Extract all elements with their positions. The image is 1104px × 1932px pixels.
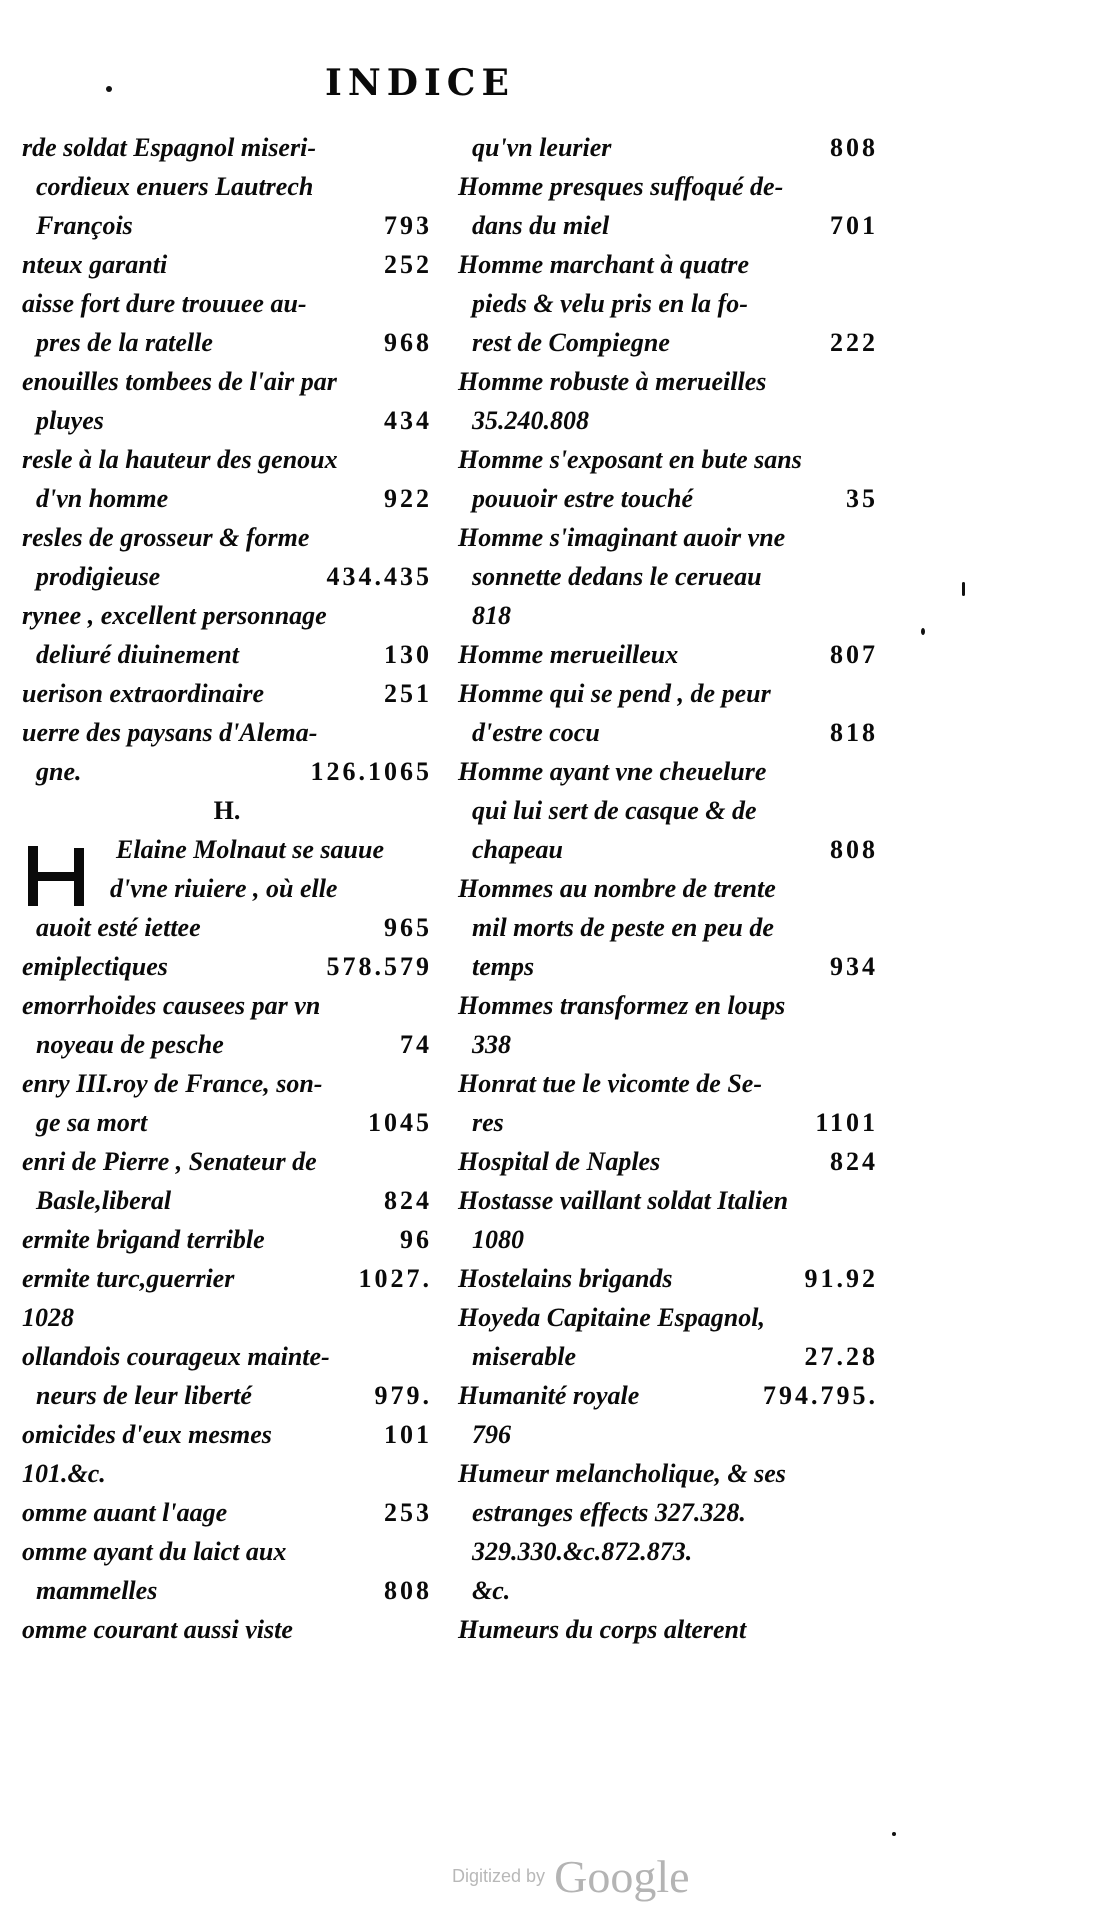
- index-entry-line: [22, 401, 432, 440]
- index-entry-text: Homme robuste à merueilles: [458, 367, 767, 396]
- index-entry-line: [22, 479, 432, 518]
- index-entry-line: [458, 908, 878, 947]
- index-entry-text: chapeau: [472, 835, 563, 864]
- index-entry-text: Humeurs du corps alterent: [458, 1615, 747, 1644]
- index-entry-line: [458, 479, 878, 518]
- index-entry-line: [458, 1376, 878, 1415]
- index-entry-line: [22, 284, 432, 323]
- index-entry-text: omme courant aussi viste: [22, 1615, 293, 1644]
- index-column-left: [22, 128, 432, 1649]
- index-entry-text: 1028: [22, 1303, 74, 1332]
- index-entry-text: omme ayant du laict aux: [22, 1537, 287, 1566]
- index-entry-text: Hostelains brigands: [458, 1264, 673, 1293]
- digitized-by-google-watermark: [452, 1850, 690, 1903]
- index-entry-page-number: 126.1065: [310, 757, 432, 786]
- index-entry-line: [22, 362, 432, 401]
- index-entry-line: [458, 674, 878, 713]
- index-entry-text: pieds & velu pris en la fo-: [472, 289, 748, 318]
- index-entry-line: [458, 1454, 878, 1493]
- index-entry-page-number: 91.92: [804, 1264, 878, 1293]
- index-entry-line: [22, 245, 432, 284]
- index-entry-line: [458, 323, 878, 362]
- index-entry-text: pres de la ratelle: [36, 328, 213, 357]
- index-entry-page-number: 965: [384, 913, 432, 942]
- index-entry-page-number: 808: [830, 133, 878, 162]
- index-entry-text: emiplectiques: [22, 952, 168, 981]
- index-entry-text: rde soldat Espagnol miseri-: [22, 133, 316, 162]
- index-entry-text: Honrat tue le vicomte de Se-: [458, 1069, 763, 1098]
- index-entry-text: gne.: [36, 757, 82, 786]
- index-entry-text: 35.240.808: [472, 406, 589, 435]
- index-entry-page-number: 808: [830, 835, 878, 864]
- index-entry-line: [458, 1415, 878, 1454]
- index-entry-text: enri de Pierre , Senateur de: [22, 1147, 317, 1176]
- index-entry-line: [458, 713, 878, 752]
- index-entry-text: Homme ayant vne cheuelure: [458, 757, 767, 786]
- index-entry-text: d'vn homme: [36, 484, 169, 513]
- index-entry-line: [22, 518, 432, 557]
- index-entry-line: [22, 986, 432, 1025]
- index-entry-line: [22, 206, 432, 245]
- index-entry-page-number: 1027.: [358, 1264, 432, 1293]
- index-entry-text: enry III.roy de France, son-: [22, 1069, 323, 1098]
- index-entry-text: prodigieuse: [36, 562, 161, 591]
- index-entry-text: resle à la hauteur des genoux: [22, 445, 338, 474]
- index-entry-text: Homme s'imaginant auoir vne: [458, 523, 786, 552]
- index-entry-line: [22, 1454, 432, 1493]
- index-entry-page-number: 807: [830, 640, 878, 669]
- index-entry-page-number: 35: [846, 484, 878, 513]
- index-entry-text: Humanité royale: [458, 1381, 640, 1410]
- index-entry-line: [22, 1571, 432, 1610]
- index-entry-text: Humeur melancholique, & ses: [458, 1459, 786, 1488]
- index-entry-page-number: 130: [384, 640, 432, 669]
- index-entry-line: [22, 557, 432, 596]
- index-entry-text: Hommes transformez en loups: [458, 991, 786, 1020]
- index-entry-text: enouilles tombees de l'air par: [22, 367, 337, 396]
- index-entry-text: 796: [472, 1420, 511, 1449]
- index-entry-text: temps: [472, 952, 535, 981]
- index-entry-text: ge sa mort: [36, 1108, 148, 1137]
- index-entry-line: [22, 635, 432, 674]
- index-entry-page-number: 27.28: [804, 1342, 878, 1371]
- index-entry-page-number: 934: [830, 952, 878, 981]
- index-entry-text: Hommes au nombre de trente: [458, 874, 776, 903]
- index-entry-line: [22, 869, 432, 908]
- index-entry-text: Basle,liberal: [36, 1186, 172, 1215]
- index-entry-text: Homme qui se pend , de peur: [458, 679, 771, 708]
- index-entry-line: [458, 830, 878, 869]
- index-entry-page-number: 252: [384, 250, 432, 279]
- index-entry-line: [458, 440, 878, 479]
- index-entry-page-number: 1045: [368, 1108, 432, 1137]
- index-entry-text: mil morts de peste en peu de: [472, 913, 774, 942]
- index-entry-line: [22, 596, 432, 635]
- index-entry-line: [22, 830, 432, 869]
- index-entry-line: [458, 1493, 878, 1532]
- index-entry-line: [22, 1376, 432, 1415]
- index-entry-line: [458, 986, 878, 1025]
- index-entry-text: neurs de leur liberté: [36, 1381, 252, 1410]
- index-entry-line: [458, 1610, 878, 1649]
- index-entry-line: [458, 947, 878, 986]
- index-entry-line: [22, 1142, 432, 1181]
- index-entry-text: miserable: [472, 1342, 576, 1371]
- index-entry-page-number: 222: [830, 328, 878, 357]
- index-entry-line: [458, 284, 878, 323]
- page-header-title: INDICE: [325, 62, 515, 104]
- index-entry-text: d'estre cocu: [472, 718, 600, 747]
- index-entry-line: [22, 1337, 432, 1376]
- page-dot: [921, 628, 925, 635]
- index-entry-line: [458, 596, 878, 635]
- index-entry-line: [458, 1025, 878, 1064]
- index-entry-line: [458, 1220, 878, 1259]
- index-entry-line: [22, 323, 432, 362]
- index-entry-page-number: 578.579: [326, 952, 432, 981]
- index-entry-text: ermite turc,guerrier: [22, 1264, 235, 1293]
- index-entry-line: [458, 1064, 878, 1103]
- index-entry-text: resles de grosseur & forme: [22, 523, 310, 552]
- index-entry-text: omicides d'eux mesmes: [22, 1420, 272, 1449]
- index-entry-text: 818: [472, 601, 511, 630]
- index-entry-page-number: 818: [830, 718, 878, 747]
- index-entry-line: [458, 1259, 878, 1298]
- index-entry-text: cordieux enuers Lautrech: [36, 172, 314, 201]
- index-entry-line: [22, 713, 432, 752]
- index-entry-page-number: 101: [384, 1420, 432, 1449]
- index-entry-line: [22, 167, 432, 206]
- index-entry-page-number: 1101: [815, 1108, 878, 1137]
- index-entry-text: 329.330.&c.872.873.: [472, 1537, 693, 1566]
- index-entry-line: [22, 1610, 432, 1649]
- index-entry-page-number: 794.795.: [763, 1381, 878, 1410]
- google-logo-text: Google: [554, 1851, 690, 1902]
- index-entry-page-number: 824: [384, 1186, 432, 1215]
- index-entry-line: [458, 128, 878, 167]
- index-entry-page-number: 74: [400, 1030, 432, 1059]
- index-entry-text: emorrhoides causees par vn: [22, 991, 321, 1020]
- index-entry-line: [458, 791, 878, 830]
- index-entry-text: mammelles: [36, 1576, 158, 1605]
- index-entry-page-number: 434.435: [326, 562, 432, 591]
- index-entry-line: [22, 1064, 432, 1103]
- index-entry-page-number: 968: [384, 328, 432, 357]
- index-entry-text: dans du miel: [472, 211, 610, 240]
- index-entry-line: [22, 1415, 432, 1454]
- index-entry-line: [458, 1571, 878, 1610]
- index-entry-line: [22, 908, 432, 947]
- index-entry-text: 338: [472, 1030, 511, 1059]
- index-entry-line: [22, 1259, 432, 1298]
- index-entry-line: [458, 362, 878, 401]
- index-entry-text: uerre des paysans d'Alema-: [22, 718, 318, 747]
- page-dot: [106, 86, 112, 92]
- index-entry-line: [458, 869, 878, 908]
- index-entry-page-number: 922: [384, 484, 432, 513]
- index-entry-page-number: 251: [384, 679, 432, 708]
- index-entry-line: [22, 674, 432, 713]
- page-dot: [962, 582, 965, 596]
- index-entry-text: Homme presques suffoqué de-: [458, 172, 784, 201]
- index-entry-text: Hostasse vaillant soldat Italien: [458, 1186, 789, 1215]
- digitized-by-label: Digitized by: [452, 1866, 546, 1886]
- index-entry-line: [22, 1025, 432, 1064]
- index-entry-line: [22, 1103, 432, 1142]
- index-entry-text: H.: [213, 796, 241, 825]
- index-entry-line: [22, 752, 432, 791]
- index-entry-page-number: 701: [830, 211, 878, 240]
- index-entry-text: uerison extraordinaire: [22, 679, 264, 708]
- index-entry-text: estranges effects 327.328.: [472, 1498, 746, 1527]
- index-entry-page-number: 793: [384, 211, 432, 240]
- index-entry-line: [458, 752, 878, 791]
- index-entry-text: Homme s'exposant en bute sans: [458, 445, 802, 474]
- index-entry-page-number: 808: [384, 1576, 432, 1605]
- index-entry-text: ermite brigand terrible: [22, 1225, 265, 1254]
- index-entry-line: [458, 245, 878, 284]
- index-entry-text: Homme marchant à quatre: [458, 250, 750, 279]
- index-entry-line: [22, 128, 432, 167]
- index-entry-text: qui lui sert de casque & de: [472, 796, 757, 825]
- index-column-right: [458, 128, 878, 1649]
- index-entry-page-number: 434: [384, 406, 432, 435]
- index-entry-line: [22, 1493, 432, 1532]
- index-entry-line: [458, 1532, 878, 1571]
- index-entry-line: [22, 947, 432, 986]
- index-entry-line: [458, 206, 878, 245]
- index-entry-text: Homme merueilleux: [458, 640, 679, 669]
- index-entry-text: &c.: [472, 1576, 511, 1605]
- index-entry-line: [22, 1532, 432, 1571]
- index-entry-page-number: 979.: [374, 1381, 432, 1410]
- index-entry-text: sonnette dedans le cerueau: [472, 562, 762, 591]
- index-entry-line: [458, 1298, 878, 1337]
- index-entry-text: Elaine Molnaut se sauue: [116, 835, 385, 864]
- index-entry-line: [22, 791, 432, 830]
- index-entry-text: Hospital de Naples: [458, 1147, 661, 1176]
- index-entry-page-number: 824: [830, 1147, 878, 1176]
- index-entry-line: [458, 1103, 878, 1142]
- index-entry-page-number: 253: [384, 1498, 432, 1527]
- index-entry-line: [22, 440, 432, 479]
- index-entry-page-number: 96: [400, 1225, 432, 1254]
- index-entry-line: [458, 518, 878, 557]
- index-entry-text: François: [36, 211, 133, 240]
- index-entry-text: nteux garanti: [22, 250, 168, 279]
- index-entry-line: [458, 401, 878, 440]
- index-entry-text: 101.&c.: [22, 1459, 106, 1488]
- page-dot: [892, 1832, 896, 1836]
- index-entry-text: deliuré diuinement: [36, 640, 239, 669]
- index-entry-text: noyeau de pesche: [36, 1030, 224, 1059]
- index-entry-text: ollandois courageux mainte-: [22, 1342, 330, 1371]
- index-entry-line: [458, 635, 878, 674]
- index-entry-text: Hoyeda Capitaine Espagnol,: [458, 1303, 765, 1332]
- index-entry-text: pluyes: [36, 406, 104, 435]
- index-entry-line: [458, 1337, 878, 1376]
- index-entry-line: [458, 1181, 878, 1220]
- index-entry-text: 1080: [472, 1225, 524, 1254]
- index-entry-text: qu'vn leurier: [472, 133, 612, 162]
- index-entry-line: [22, 1298, 432, 1337]
- index-entry-text: rynee , excellent personnage: [22, 601, 327, 630]
- index-entry-text: omme auant l'aage: [22, 1498, 228, 1527]
- index-entry-line: [22, 1181, 432, 1220]
- index-entry-line: [458, 557, 878, 596]
- index-entry-text: aisse fort dure trouuee au-: [22, 289, 307, 318]
- index-entry-line: [22, 1220, 432, 1259]
- index-entry-line: [458, 1142, 878, 1181]
- index-entry-text: pouuoir estre touché: [472, 484, 694, 513]
- index-entry-text: auoit esté iettee: [36, 913, 201, 942]
- index-entry-text: d'vne riuiere , où elle: [110, 874, 338, 903]
- index-entry-text: res: [472, 1108, 504, 1137]
- index-entry-line: [458, 167, 878, 206]
- index-entry-text: rest de Compiegne: [472, 328, 670, 357]
